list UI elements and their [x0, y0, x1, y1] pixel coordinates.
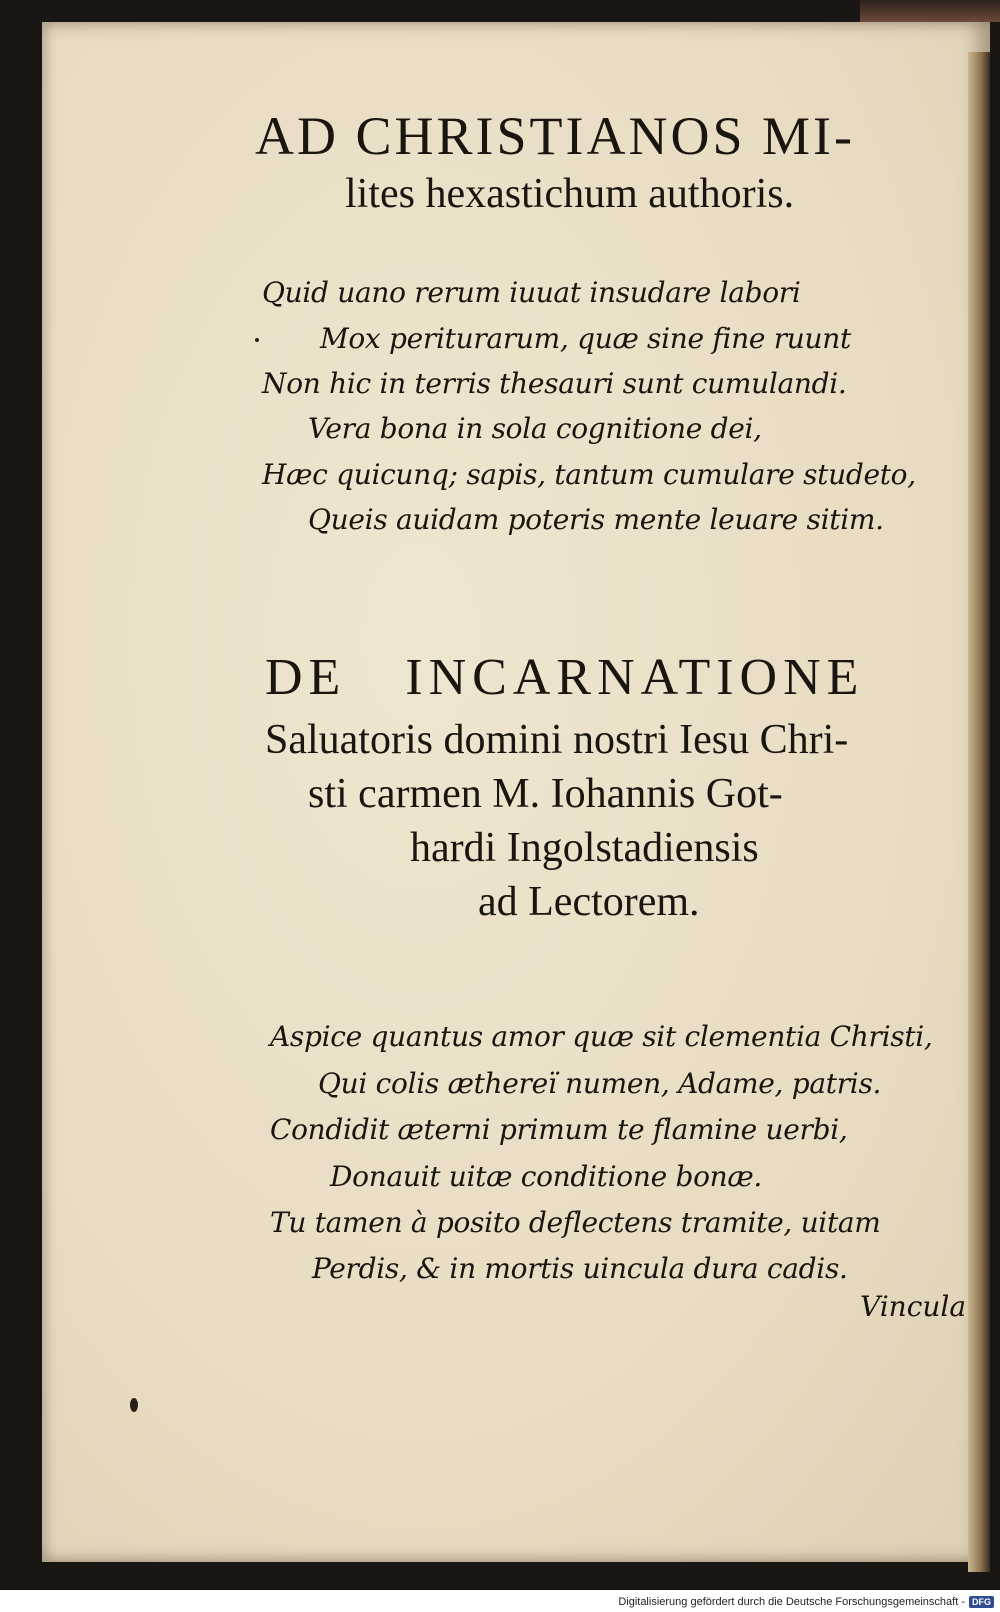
- catchword: Vincula: [860, 1290, 967, 1323]
- poem2-line: Qui colis æthereï numen, Adame, patris.: [318, 1067, 882, 1100]
- poem2-line: Condidit æterni primum te flamine uerbi,: [270, 1113, 848, 1146]
- heading1-line1: AD CHRISTIANOS MI-: [255, 106, 856, 166]
- heading2-line1: DE INCARNATIONE: [265, 649, 865, 706]
- digitization-footer: [618, 1594, 994, 1610]
- heading2-line5: ad Lectorem.: [478, 879, 700, 925]
- poem1-line: Hæc quicunq; sapis, tantum cumulare studeto,: [262, 458, 916, 491]
- poem2-line: Perdis, & in mortis uincula dura cadis.: [312, 1252, 848, 1285]
- page-edge-top: [860, 0, 1000, 22]
- poem1-line: Mox periturarum, quæ sine fine ruunt: [320, 322, 851, 355]
- poem2-line: Donauit uitæ conditione bonæ.: [330, 1160, 762, 1193]
- poem1-line: Non hic in terris thesauri sunt cumulandi.: [262, 367, 847, 400]
- footer-text: Digitalisierung gefördert durch die Deutsche Forschungsgemeinschaft -: [618, 1596, 965, 1608]
- poem2-line: Tu tamen à posito deflectens tramite, uitam: [270, 1206, 881, 1239]
- heading2-line3: sti carmen M. Iohannis Got-: [308, 771, 783, 817]
- heading2-line4: hardi Ingolstadiensis: [410, 825, 759, 871]
- dfg-logo-icon: DFG: [969, 1596, 994, 1608]
- poem1-line: Queis auidam poteris mente leuare sitim.: [308, 503, 884, 536]
- page-edge-right: [968, 52, 990, 1572]
- heading1-line2: lites hexastichum authoris.: [345, 171, 795, 217]
- ink-speck: [255, 338, 259, 342]
- poem1-line: Quid uano rerum iuuat insudare labori: [262, 276, 801, 309]
- ink-speck: [130, 1398, 138, 1412]
- poem2-line: Aspice quantus amor quæ sit clementia Christi,: [270, 1020, 933, 1053]
- poem1-line: Vera bona in sola cognitione dei,: [308, 412, 762, 445]
- heading2-line2: Saluatoris domini nostri Iesu Chri-: [265, 717, 849, 763]
